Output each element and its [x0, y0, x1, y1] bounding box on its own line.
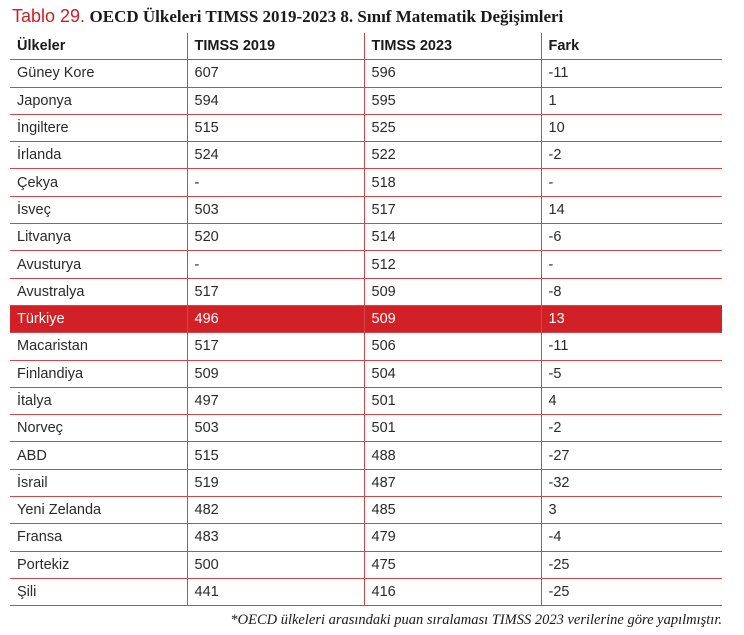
table-row — [10, 142, 722, 169]
table-header-row — [10, 33, 722, 60]
cell-country: Avustralya — [10, 278, 187, 305]
cell-difference: -11 — [541, 60, 722, 87]
cell-country: Güney Kore — [10, 60, 187, 87]
cell-timss-2019: 509 — [187, 360, 364, 387]
cell-difference: -32 — [541, 469, 722, 496]
cell-timss-2023: 517 — [364, 196, 541, 223]
header-country: Ülkeler — [10, 33, 187, 60]
table-row-highlighted — [10, 305, 722, 332]
cell-timss-2019: 496 — [187, 305, 364, 332]
cell-timss-2019: 500 — [187, 551, 364, 578]
cell-timss-2019: 515 — [187, 442, 364, 469]
header-timss-2023: TIMSS 2023 — [364, 33, 541, 60]
cell-timss-2019: 517 — [187, 333, 364, 360]
cell-country: İrlanda — [10, 142, 187, 169]
cell-timss-2023: 487 — [364, 469, 541, 496]
cell-timss-2023: 485 — [364, 497, 541, 524]
table-row — [10, 60, 722, 87]
table-row — [10, 278, 722, 305]
cell-timss-2019: 517 — [187, 278, 364, 305]
cell-timss-2023: 509 — [364, 278, 541, 305]
cell-country: Japonya — [10, 87, 187, 114]
cell-difference: -27 — [541, 442, 722, 469]
cell-timss-2023: 525 — [364, 114, 541, 141]
cell-timss-2019: 594 — [187, 87, 364, 114]
cell-country: Yeni Zelanda — [10, 497, 187, 524]
cell-timss-2019: 524 — [187, 142, 364, 169]
cell-timss-2019: - — [187, 169, 364, 196]
footnote: *OECD ülkeleri arasındaki puan sıralaması TIMSS 2023 verilerine göre yapılmıştır. — [230, 612, 722, 628]
table-row — [10, 224, 722, 251]
cell-difference: 13 — [541, 305, 722, 332]
cell-difference: 10 — [541, 114, 722, 141]
cell-country: ABD — [10, 442, 187, 469]
cell-timss-2023: 522 — [364, 142, 541, 169]
table-row — [10, 551, 722, 578]
cell-timss-2023: 512 — [364, 251, 541, 278]
cell-country: Türkiye — [10, 305, 187, 332]
cell-country: Çekya — [10, 169, 187, 196]
table-row — [10, 251, 722, 278]
table-row — [10, 87, 722, 114]
cell-country: Şili — [10, 578, 187, 605]
header-difference: Fark — [541, 33, 722, 60]
cell-timss-2023: 479 — [364, 524, 541, 551]
cell-difference: 1 — [541, 87, 722, 114]
cell-timss-2023: 488 — [364, 442, 541, 469]
cell-country: İsrail — [10, 469, 187, 496]
table-caption: OECD Ülkeleri TIMSS 2019-2023 8. Sınıf Matematik Değişimleri — [89, 7, 564, 26]
table-title — [12, 4, 563, 28]
cell-difference: - — [541, 169, 722, 196]
table-row — [10, 497, 722, 524]
cell-difference: -2 — [541, 142, 722, 169]
oecd-timss-table — [10, 33, 722, 606]
cell-difference: -6 — [541, 224, 722, 251]
cell-timss-2023: 518 — [364, 169, 541, 196]
table-row — [10, 415, 722, 442]
cell-timss-2023: 501 — [364, 415, 541, 442]
cell-country: Norveç — [10, 415, 187, 442]
cell-country: İsveç — [10, 196, 187, 223]
cell-difference: -5 — [541, 360, 722, 387]
table-row — [10, 333, 722, 360]
cell-difference: -25 — [541, 578, 722, 605]
cell-timss-2023: 504 — [364, 360, 541, 387]
table-number: Tablo 29. — [12, 6, 86, 26]
cell-country: Macaristan — [10, 333, 187, 360]
cell-difference: -4 — [541, 524, 722, 551]
table-row — [10, 196, 722, 223]
table-row — [10, 114, 722, 141]
cell-timss-2023: 416 — [364, 578, 541, 605]
cell-country: İtalya — [10, 387, 187, 414]
cell-country: Fransa — [10, 524, 187, 551]
cell-country: İngiltere — [10, 114, 187, 141]
table-row — [10, 169, 722, 196]
table-row — [10, 524, 722, 551]
cell-difference: -8 — [541, 278, 722, 305]
cell-timss-2023: 509 — [364, 305, 541, 332]
cell-timss-2019: 497 — [187, 387, 364, 414]
cell-timss-2019: 482 — [187, 497, 364, 524]
cell-difference: -11 — [541, 333, 722, 360]
cell-timss-2023: 596 — [364, 60, 541, 87]
cell-timss-2019: 483 — [187, 524, 364, 551]
cell-difference: 3 — [541, 497, 722, 524]
cell-timss-2019: 441 — [187, 578, 364, 605]
cell-difference: 4 — [541, 387, 722, 414]
cell-difference: - — [541, 251, 722, 278]
table-row — [10, 387, 722, 414]
table-row — [10, 469, 722, 496]
cell-timss-2023: 506 — [364, 333, 541, 360]
cell-timss-2019: 503 — [187, 415, 364, 442]
cell-difference: -25 — [541, 551, 722, 578]
cell-timss-2019: 607 — [187, 60, 364, 87]
cell-country: Portekiz — [10, 551, 187, 578]
cell-timss-2019: 519 — [187, 469, 364, 496]
cell-timss-2019: 520 — [187, 224, 364, 251]
cell-country: Finlandiya — [10, 360, 187, 387]
cell-country: Avusturya — [10, 251, 187, 278]
header-timss-2019: TIMSS 2019 — [187, 33, 364, 60]
cell-difference: -2 — [541, 415, 722, 442]
cell-timss-2023: 595 — [364, 87, 541, 114]
table-body — [10, 60, 722, 606]
cell-difference: 14 — [541, 196, 722, 223]
table-row — [10, 578, 722, 605]
cell-timss-2023: 501 — [364, 387, 541, 414]
cell-timss-2023: 514 — [364, 224, 541, 251]
cell-country: Litvanya — [10, 224, 187, 251]
cell-timss-2019: 503 — [187, 196, 364, 223]
cell-timss-2019: 515 — [187, 114, 364, 141]
table-row — [10, 442, 722, 469]
table-row — [10, 360, 722, 387]
cell-timss-2023: 475 — [364, 551, 541, 578]
cell-timss-2019: - — [187, 251, 364, 278]
